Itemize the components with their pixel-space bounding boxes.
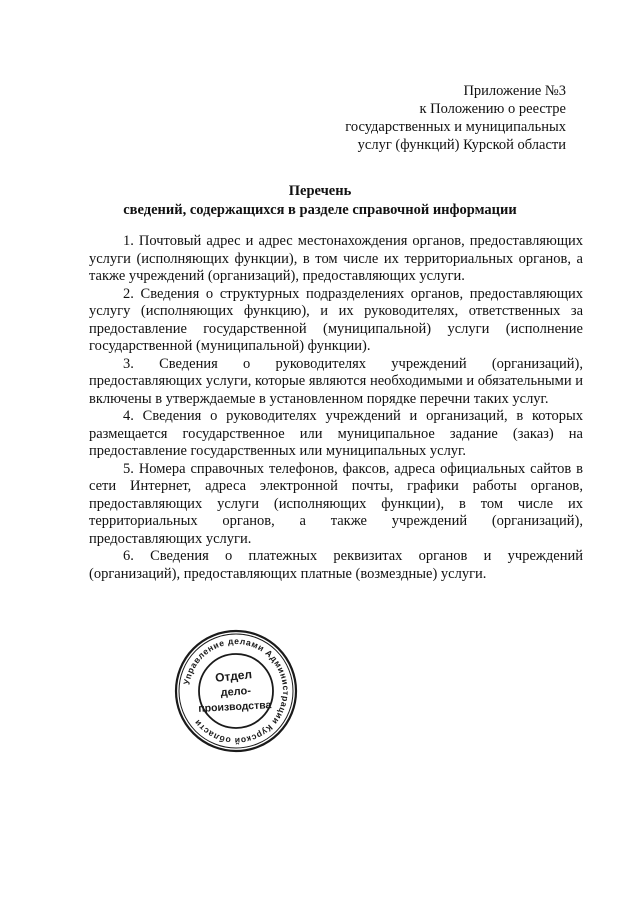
- list-item-5: 5. Номера справочных телефонов, факсов, адреса официальных сайтов в сети Интернет, адреса электронной почты, графики работы органов, предоставляющих услуги (исполняющих функции), в том числе их территориальных органов, а также учреждений (организаций), предоставляющих услуги.: [89, 460, 583, 547]
- list-item-3: 3. Сведения о руководителях учреждений (организаций), предоставляющих услуги, которые являются необходимыми и обязательными и включены в утверждаемые в установленном порядке перечни таких услуг.: [89, 355, 583, 407]
- stamp-seal-icon: [173, 628, 299, 754]
- stamp-center-line-3: производства: [198, 699, 272, 715]
- title-line-2: сведений, содержащихся в разделе справочной информации: [123, 202, 517, 218]
- appendix-line-4: услуг (функций) Курской области: [357, 137, 566, 153]
- title-line-1: Перечень: [288, 183, 352, 199]
- list-item-1: 1. Почтовый адрес и адрес местонахождения органов, предоставляющих услуги (исполняющих функции), в том числе их территориальных органов, а также учреждений (организаций), предоставляющих услуги.: [89, 233, 583, 284]
- appendix-line-2: к Положению о реестре: [419, 101, 566, 117]
- stamp-ring-text: Управление делами Администрации Курской области: [181, 635, 292, 747]
- document-body: [89, 233, 583, 583]
- appendix-line-3: государственных и муниципальных: [345, 119, 566, 135]
- official-stamp: [173, 628, 299, 754]
- document-title: [60, 182, 580, 220]
- stamp-center-line-2: дело-: [220, 684, 252, 700]
- stamp-center-line-1: Отдел: [214, 667, 253, 685]
- list-item-2: 2. Сведения о структурных подразделениях органов, предоставляющих услугу (исполняющих функцию), и их руководителях, ответственных за предоставление государственной (муниципальной) услуги (исполнение государственной (муниципальной) функции).: [89, 285, 583, 354]
- list-item-4: 4. Сведения о руководителях учреждений и организаций, в которых размещается государственное или муниципальное задание (заказ) на предоставление государственных или муниципальных услуг.: [89, 408, 583, 459]
- appendix-line-1: Приложение №3: [463, 83, 566, 99]
- appendix-header: [266, 82, 566, 154]
- list-item-6: 6. Сведения о платежных реквизитах органов и учреждений (организаций), предоставляющих платные (возмездные) услуги.: [89, 548, 583, 582]
